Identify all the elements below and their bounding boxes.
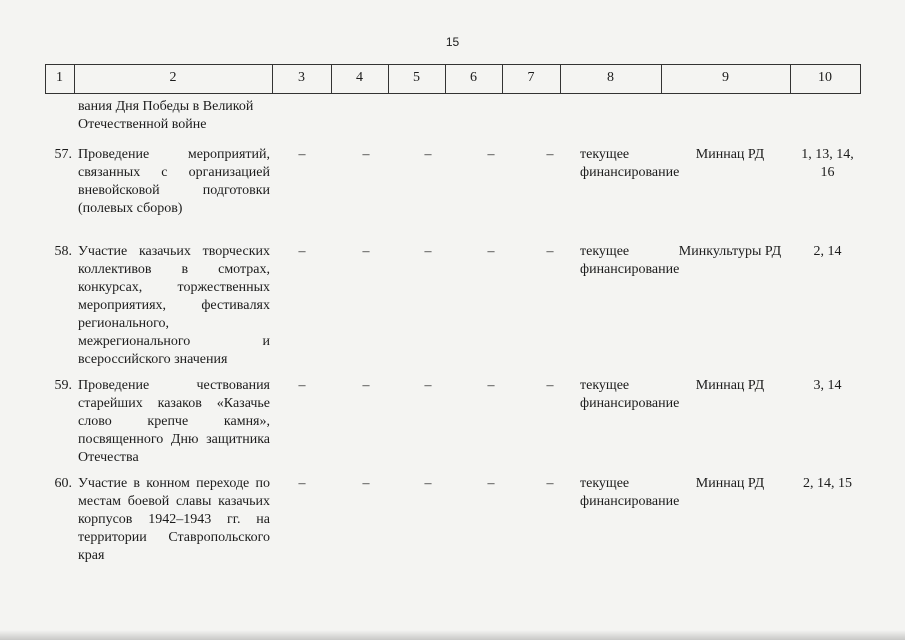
row-dash: – <box>362 476 370 491</box>
row-dash: – <box>362 147 370 162</box>
row-references: 2, 14, 15 <box>803 476 852 491</box>
row-number: 57. <box>54 147 72 162</box>
row-executor: Миннац РД <box>695 378 765 393</box>
column-header: 1 <box>56 70 63 85</box>
row-references: 2, 14 <box>813 244 842 259</box>
row-dash: – <box>487 147 495 162</box>
row-dash: – <box>298 244 306 259</box>
row-description: Проведение чествования старейших казаков «Казачье слово крепче камня», посвященного Дню защитника Отечества <box>78 378 270 465</box>
row-references: 3, 14 <box>813 378 842 393</box>
row-number: 59. <box>54 378 72 393</box>
row-dash: – <box>362 378 370 393</box>
column-header: 6 <box>470 70 477 85</box>
row-dash: – <box>424 476 432 491</box>
column-header: 9 <box>722 70 729 85</box>
row-dash: – <box>298 378 306 393</box>
row-dash: – <box>424 244 432 259</box>
row-dash: – <box>487 378 495 393</box>
column-header: 4 <box>356 70 363 85</box>
column-header: 10 <box>818 70 832 85</box>
row-funding: текущее финансирование <box>580 244 680 277</box>
column-divider <box>860 64 861 94</box>
row-funding: текущее финансирование <box>580 147 680 180</box>
row-funding: текущее финансирование <box>580 476 680 509</box>
column-header: 5 <box>413 70 420 85</box>
header-top-rule <box>45 64 860 65</box>
row-dash: – <box>298 476 306 491</box>
column-header: 3 <box>298 70 305 85</box>
row-dash: – <box>362 244 370 259</box>
row-executor: Миннац РД <box>695 147 765 162</box>
scan-shadow <box>0 630 905 640</box>
header-bottom-rule <box>45 93 860 94</box>
row-dash: – <box>487 244 495 259</box>
row-executor: Миннац РД <box>695 476 765 491</box>
row-funding: текущее финансирование <box>580 378 680 411</box>
row-references: 1, 13, 14, 16 <box>801 147 854 180</box>
row-number: 60. <box>54 476 72 491</box>
column-header: 2 <box>169 70 177 85</box>
column-header: 8 <box>607 70 614 85</box>
row-dash: – <box>424 378 432 393</box>
row-dash: – <box>546 244 554 259</box>
row-description: Участие казачьих творческих коллективов в смотрах, конкурсах, торжественных мероприятиях, фестивалях регионального, межрегионального и всероссийского значения <box>78 244 270 367</box>
row-description: Проведение мероприятий, связанных с организацией вневойсковой подготовки (полевых сборов) <box>78 147 270 216</box>
page-number: 15 <box>445 35 460 49</box>
row-dash: – <box>487 476 495 491</box>
row-dash: – <box>546 378 554 393</box>
row-number: 58. <box>54 244 72 259</box>
row-dash: – <box>298 147 306 162</box>
column-header: 7 <box>527 70 535 85</box>
continuation-text: вания Дня Победы в Великой Отечественной войне <box>78 99 254 132</box>
row-dash: – <box>546 476 554 491</box>
row-dash: – <box>546 147 554 162</box>
row-dash: – <box>424 147 432 162</box>
row-description: Участие в конном переходе по местам боевой славы казачьих корпусов 1942–1943 гг. на территории Ставропольского края <box>78 476 270 563</box>
row-executor: Минкультуры РД <box>678 244 782 259</box>
